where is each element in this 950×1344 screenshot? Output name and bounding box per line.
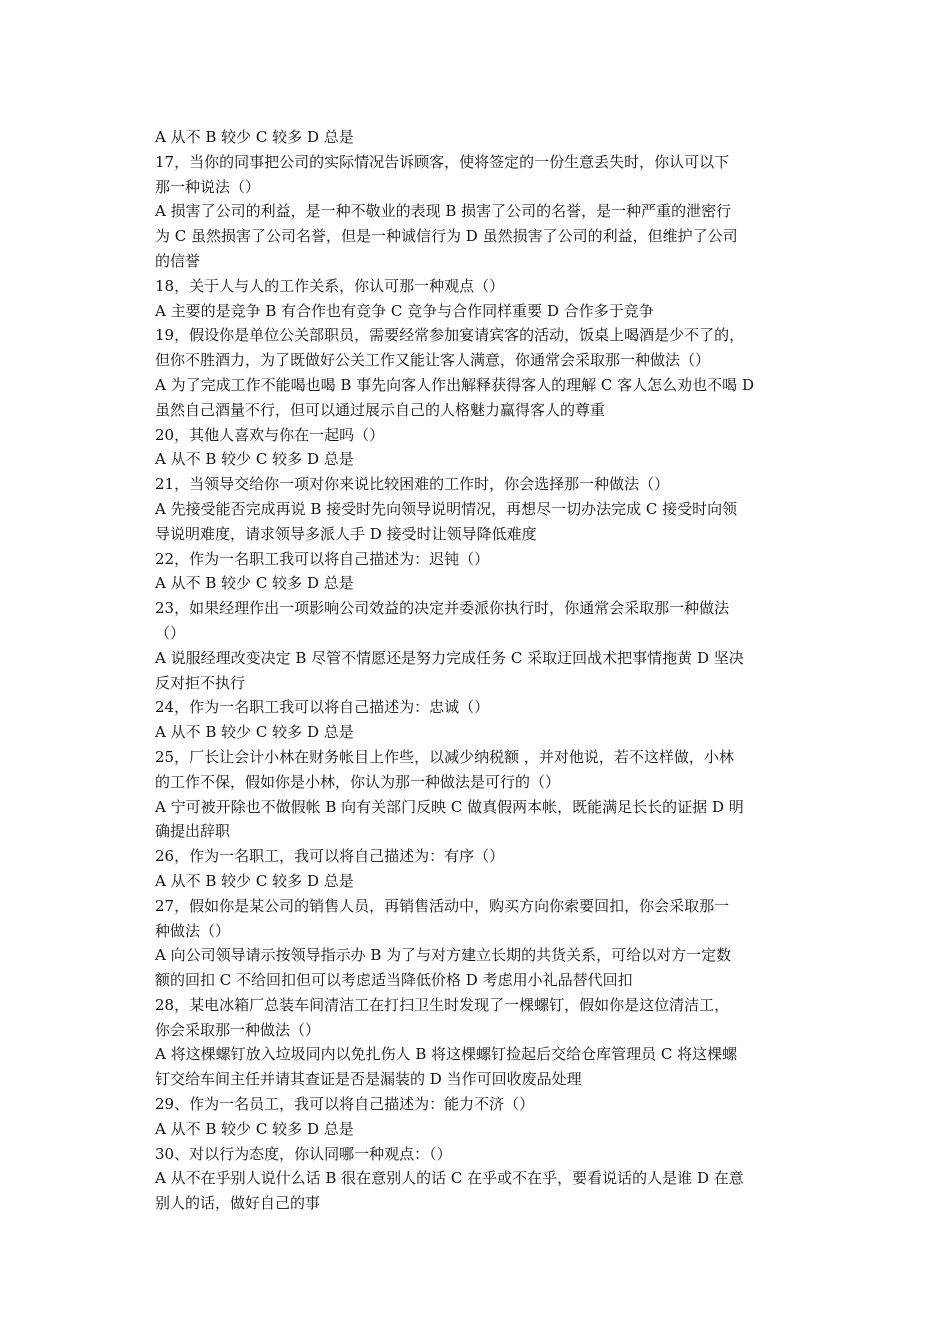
text-line: 的工作不保，假如你是小林，你认为那一种做法是可行的（） xyxy=(155,772,561,791)
text-line: 21，当领导交给你一项对你来说比较困难的工作时，你会选择那一种做法（） xyxy=(155,475,670,494)
text-line: 28，某电冰箱厂总装车间清洁工在打扫卫生时发现了一棵螺钉，假如你是这位清洁工， xyxy=(155,995,730,1014)
text-line: A 从不 B 较少 C 较多 D 总是 xyxy=(155,1119,354,1138)
text-line: 导说明难度，请求领导多派人手 D 接受时让领导降低难度 xyxy=(155,524,537,543)
text-line: A 从不 B 较少 C 较多 D 总是 xyxy=(155,128,354,146)
text-line: 但你不胜酒力，为了既做好公关工作又能让客人满意，你通常会采取那一种做法（） xyxy=(155,351,711,370)
text-line: 25，厂长让会计小林在财务帐目上作些，以减少纳税额 ，并对他说，若不这样做，小林 xyxy=(155,747,734,766)
text-line: 额的回扣 C 不给回扣但可以考虑适当降低价格 D 考虑用小礼品替代回扣 xyxy=(155,971,633,990)
text-line: 反对拒不执行 xyxy=(155,673,246,692)
text-line: 那一种说法（） xyxy=(155,177,261,196)
text-line: （） xyxy=(155,623,186,642)
text-line: A 从不 B 较少 C 较多 D 总是 xyxy=(155,574,354,593)
text-line: A 从不 B 较少 C 较多 D 总是 xyxy=(155,723,354,742)
text-line: 的信誉 xyxy=(155,251,201,270)
text-line: 别人的话，做好自己的事 xyxy=(155,1194,321,1213)
text-line: 确提出辞职 xyxy=(155,822,231,841)
text-line: A 为了完成工作不能喝也喝 B 事先向客人作出解释获得客人的理解 C 客人怎么劝也不喝 D xyxy=(155,375,754,394)
text-line: A 损害了公司的利益，是一种不敬业的表现 B 损害了公司的名誉，是一种严重的泄密行 xyxy=(155,202,732,221)
text-line: 虽然自己酒量不行，但可以通过展示自己的人格魅力赢得客人的尊重 xyxy=(155,400,606,419)
document-body xyxy=(155,125,815,1216)
text-line: 20，其他人喜欢与你在一起吗（） xyxy=(155,425,385,444)
text-line: A 从不 B 较少 C 较多 D 总是 xyxy=(155,871,354,890)
text-line: 26，作为一名职工，我可以将自己描述为：有序（） xyxy=(155,847,505,866)
text-line: 27，假如你是某公司的销售人员，再销售活动中，购买方向你索要回扣，你会采取那一 xyxy=(155,896,730,915)
text-line: 为 C 虽然损害了公司名誉，但是一种诚信行为 D 虽然损害了公司的利益，但维护了公司 xyxy=(155,227,738,246)
text-line: 29、作为一名员工，我可以将自己描述为：能力不济（） xyxy=(155,1095,535,1114)
text-line: A 主要的是竞争 B 有合作也有竞争 C 竞争与合作同样重要 D 合作多于竞争 xyxy=(155,301,654,320)
text-line: A 将这棵螺钉放入垃圾同内以免扎伤人 B 将这棵螺钉捡起后交给仓库管理员 C 将这棵螺 xyxy=(155,1045,738,1064)
text-line: 18，关于人与人的工作关系，你认可那一种观点（） xyxy=(155,276,505,295)
text-line: 19，假设你是单位公关部职员，需要经常参加宴请宾客的活动，饭桌上喝酒是少不了的， xyxy=(155,326,745,345)
text-line: 17，当你的同事把公司的实际情况告诉顾客，使将签定的一份生意丢失时，你认可以下 xyxy=(155,152,730,171)
text-line: A 说服经理改变决定 B 尽管不情愿还是努力完成任务 C 采取迂回战术把事情拖黄 D 坚决 xyxy=(155,648,744,667)
text-line: A 从不 B 较少 C 较多 D 总是 xyxy=(155,450,354,469)
text-line: 23，如果经理作出一项影响公司效益的决定并委派你执行时，你通常会采取那一种做法 xyxy=(155,599,730,618)
text-line: 种做法（） xyxy=(155,921,231,940)
text-line: 30、对以行为态度，你认同哪一种观点：（） xyxy=(155,1144,452,1163)
text-line: A 从不在乎别人说什么话 B 很在意别人的话 C 在乎或不在乎，要看说话的人是谁 D 在意 xyxy=(155,1169,744,1188)
text-line: A 宁可被开除也不做假帐 B 向有关部门反映 C 做真假两本帐，既能满足长长的证据 D 明 xyxy=(155,797,744,816)
text-line: A 向公司领导请示按领导指示办 B 为了与对方建立长期的共货关系，可给以对方一定数 xyxy=(155,946,732,965)
text-line: 你会采取那一种做法（） xyxy=(155,1020,321,1039)
text-line: 24，作为一名职工我可以将自己描述为：忠诚（） xyxy=(155,698,490,717)
text-line: 22，作为一名职工我可以将自己描述为：迟钝（） xyxy=(155,549,490,568)
text-line: 钉交给车间主任并请其查证是否是漏装的 D 当作可回收废品处理 xyxy=(155,1070,582,1089)
text-line: A 先接受能否完成再说 B 接受时先向领导说明情况，再想尽一切办法完成 C 接受时向领 xyxy=(155,499,738,518)
